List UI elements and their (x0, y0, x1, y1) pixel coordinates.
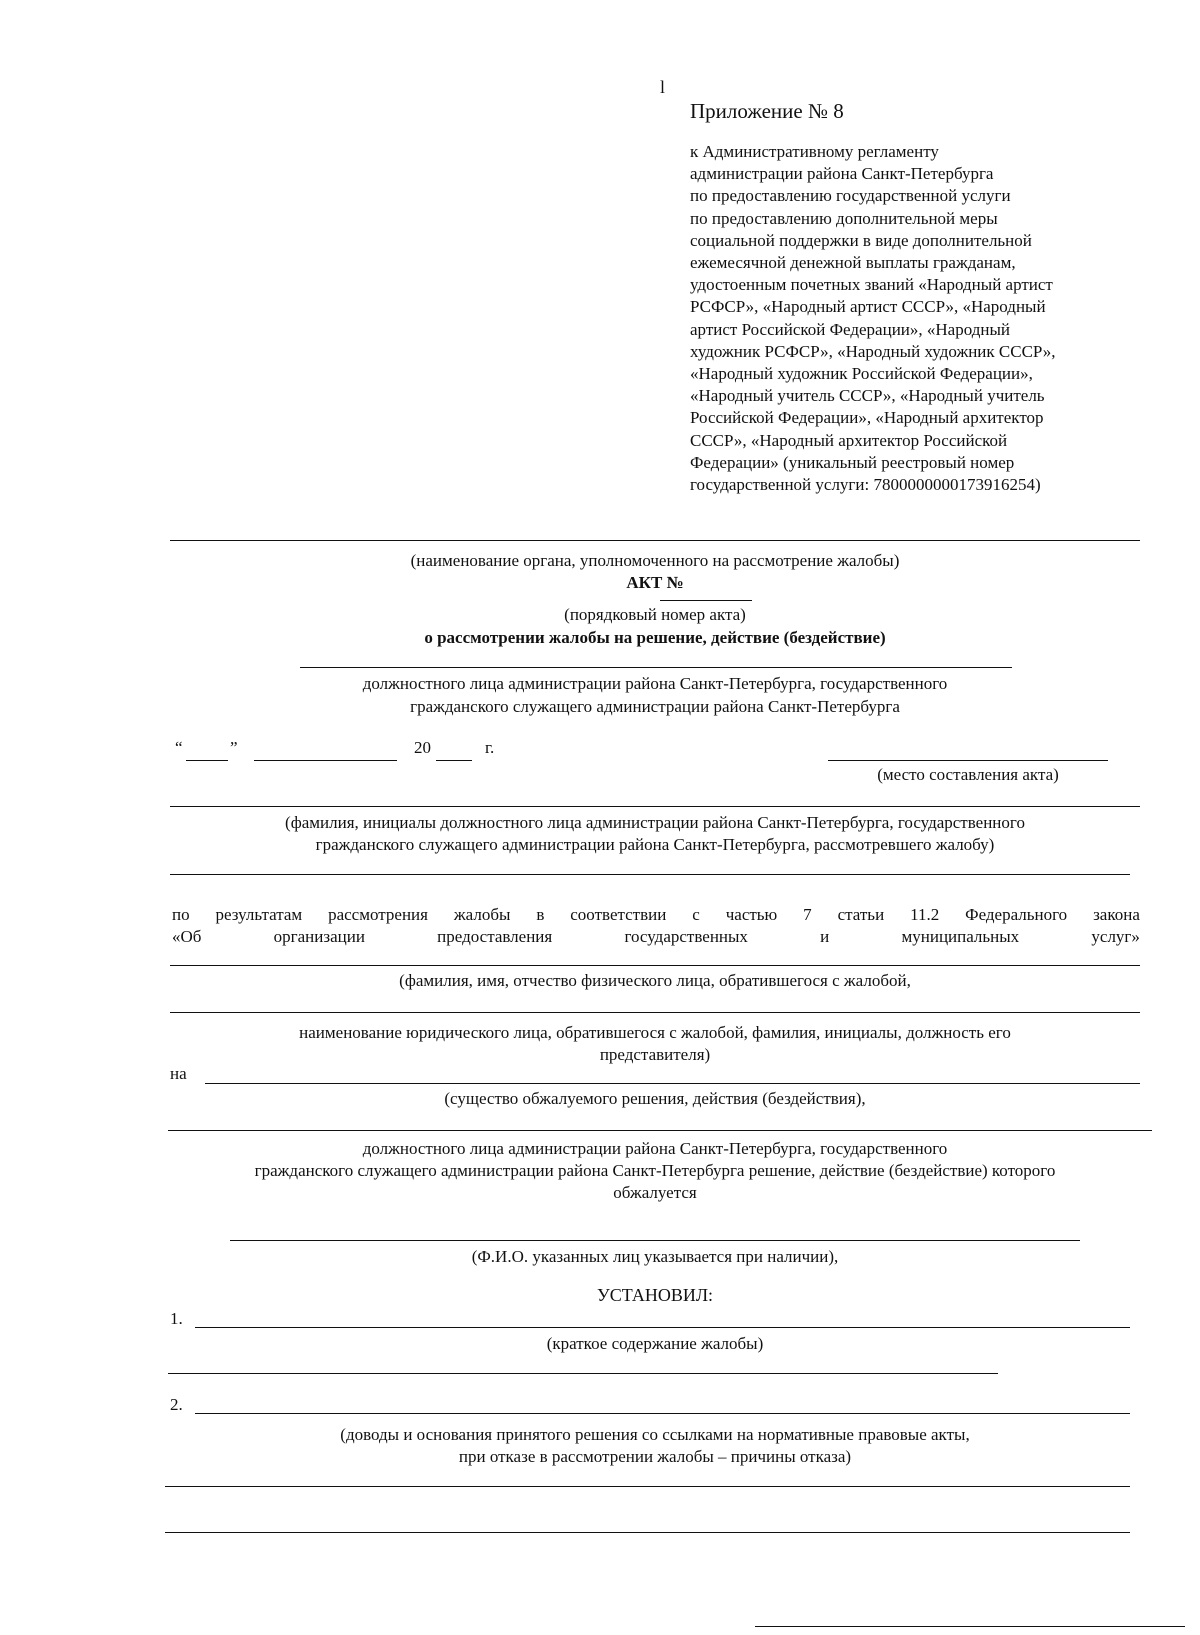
established-heading: УСТАНОВИЛ: (596, 1285, 714, 1305)
word: 7 (803, 905, 812, 924)
appendix-line: СССР», «Народный архитектор Российской (690, 430, 1008, 450)
results-line1 (172, 904, 1140, 926)
word: жалобы (453, 905, 511, 924)
word: статьи (837, 905, 885, 924)
fio-caption: (Ф.И.О. указанных лиц указывается при наличии), (471, 1247, 839, 1266)
item2-extra-field-1[interactable] (165, 1486, 1130, 1487)
word: результатам (215, 905, 303, 924)
results-line2 (172, 926, 1140, 948)
appendix-line: удостоенным почетных званий «Народный артист (690, 275, 1053, 295)
official-caption-line1: должностного лица администрации района Санкт-Петербурга, государственного (362, 674, 948, 693)
year-field[interactable] (436, 760, 472, 761)
year-suffix: г. (485, 738, 495, 757)
item1-number: 1. (170, 1309, 183, 1328)
date-open-quote: “ (175, 738, 183, 757)
reviewer-extra-field[interactable] (170, 874, 1130, 875)
appendix-line: к Административному регламенту (690, 142, 939, 161)
applicant-field[interactable] (170, 965, 1140, 966)
word: закона (1093, 905, 1140, 924)
day-field[interactable] (186, 760, 228, 761)
word: рассмотрения (328, 905, 428, 924)
reviewer-field[interactable] (170, 806, 1140, 807)
item2-number: 2. (170, 1395, 183, 1414)
item2-caption-line2: при отказе в рассмотрении жалобы – причины отказа) (458, 1447, 852, 1466)
legal-entity-field[interactable] (170, 1012, 1140, 1013)
word: услуг» (1091, 927, 1140, 946)
word: в (536, 905, 545, 924)
organ-caption: (наименование органа, уполномоченного на рассмотрение жалобы) (410, 551, 900, 570)
essence-caption: (существо обжалуемого решения, действия (бездействия), (444, 1089, 866, 1108)
essence-extra-field[interactable] (168, 1130, 1152, 1131)
appendix-line: по предоставлению государственной услуги (690, 186, 1011, 206)
place-caption: (место составления акта) (877, 765, 1059, 784)
item1-extra-field[interactable] (168, 1373, 998, 1374)
essence-field[interactable] (205, 1083, 1140, 1084)
word: предоставления (437, 927, 553, 946)
appendix-line: по предоставлению дополнительной меры (690, 208, 998, 228)
word: по (172, 905, 190, 924)
page-mark: l (660, 77, 666, 97)
legal-entity-caption-line2: представителя) (599, 1045, 711, 1064)
signature-field[interactable] (755, 1626, 1185, 1627)
appealed-caption-line3: обжалуется (613, 1183, 697, 1202)
act-title: АКТ № (626, 573, 684, 592)
official-field[interactable] (300, 667, 1012, 668)
appealed-caption-line2: гражданского служащего администрации района Санкт-Петербурга решение, действие (бездействие) которого (254, 1161, 1056, 1180)
applicant-caption: (фамилия, имя, отчество физического лица, обратившегося с жалобой, (399, 971, 911, 990)
appendix-line: государственной услуги: 7800000000173916254) (690, 475, 1041, 495)
fio-field[interactable] (230, 1240, 1080, 1241)
appendix-line: социальной поддержки в виде дополнительной (690, 230, 1032, 250)
appendix-line: художник РСФСР», «Народный художник СССР», (690, 341, 1056, 361)
month-field[interactable] (254, 760, 397, 761)
legal-entity-caption-line1: наименование юридического лица, обратившегося с жалобой, фамилия, инициалы, должность его (299, 1023, 1011, 1042)
act-number-caption: (порядковый номер акта) (564, 605, 746, 624)
date-close-quote: ” (230, 738, 238, 757)
word: и (820, 927, 830, 946)
reviewer-caption-line1: (фамилия, инициалы должностного лица администрации района Санкт-Петербурга, государственного (285, 813, 1025, 832)
item2-field[interactable] (195, 1413, 1130, 1414)
on-label: на (170, 1064, 187, 1083)
word: организации (273, 927, 365, 946)
appendix-line: «Народный художник Российской Федерации», (690, 364, 1033, 384)
appendix-line: «Народный учитель СССР», «Народный учитель (690, 386, 1045, 406)
reviewer-caption-line2: гражданского служащего администрации района Санкт-Петербурга, рассмотревшего жалобу) (315, 835, 995, 854)
appendix-line: РСФСР», «Народный артист СССР», «Народный (690, 297, 1046, 317)
appendix-line: Российской Федерации», «Народный архитектор (690, 408, 1044, 428)
place-field[interactable] (828, 760, 1108, 761)
appendix-line: артист Российской Федерации», «Народный (690, 319, 1010, 339)
appendix-line: ежемесячной денежной выплаты гражданам, (690, 253, 1016, 273)
appendix-title: Приложение № 8 (690, 99, 844, 123)
item1-caption: (краткое содержание жалобы) (546, 1334, 764, 1353)
word: частью (725, 905, 778, 924)
item2-extra-field-2[interactable] (165, 1532, 1130, 1533)
appendix-line: Федерации» (уникальный реестровый номер (690, 452, 1015, 472)
word: соответствии (570, 905, 667, 924)
year-prefix: 20 (414, 738, 431, 757)
appealed-caption-line1: должностного лица администрации района Санкт-Петербурга, государственного (362, 1139, 948, 1158)
appendix-description (690, 141, 1150, 496)
act-subject: о рассмотрении жалобы на решение, действие (бездействие) (424, 628, 886, 647)
appendix-line: администрации района Санкт-Петербурга (690, 164, 994, 184)
word: Федерального (965, 905, 1068, 924)
official-caption-line2: гражданского служащего администрации района Санкт-Петербурга (410, 697, 900, 716)
word: с (692, 905, 700, 924)
word: «Об (172, 927, 202, 946)
item2-caption-line1: (доводы и основания принятого решения со ссылками на нормативные правовые акты, (340, 1425, 970, 1444)
item1-field[interactable] (195, 1327, 1130, 1328)
word: 11.2 (910, 905, 940, 924)
word: муниципальных (901, 927, 1020, 946)
act-number-field[interactable] (660, 600, 752, 601)
word: государственных (624, 927, 748, 946)
organ-name-field[interactable] (170, 540, 1140, 541)
